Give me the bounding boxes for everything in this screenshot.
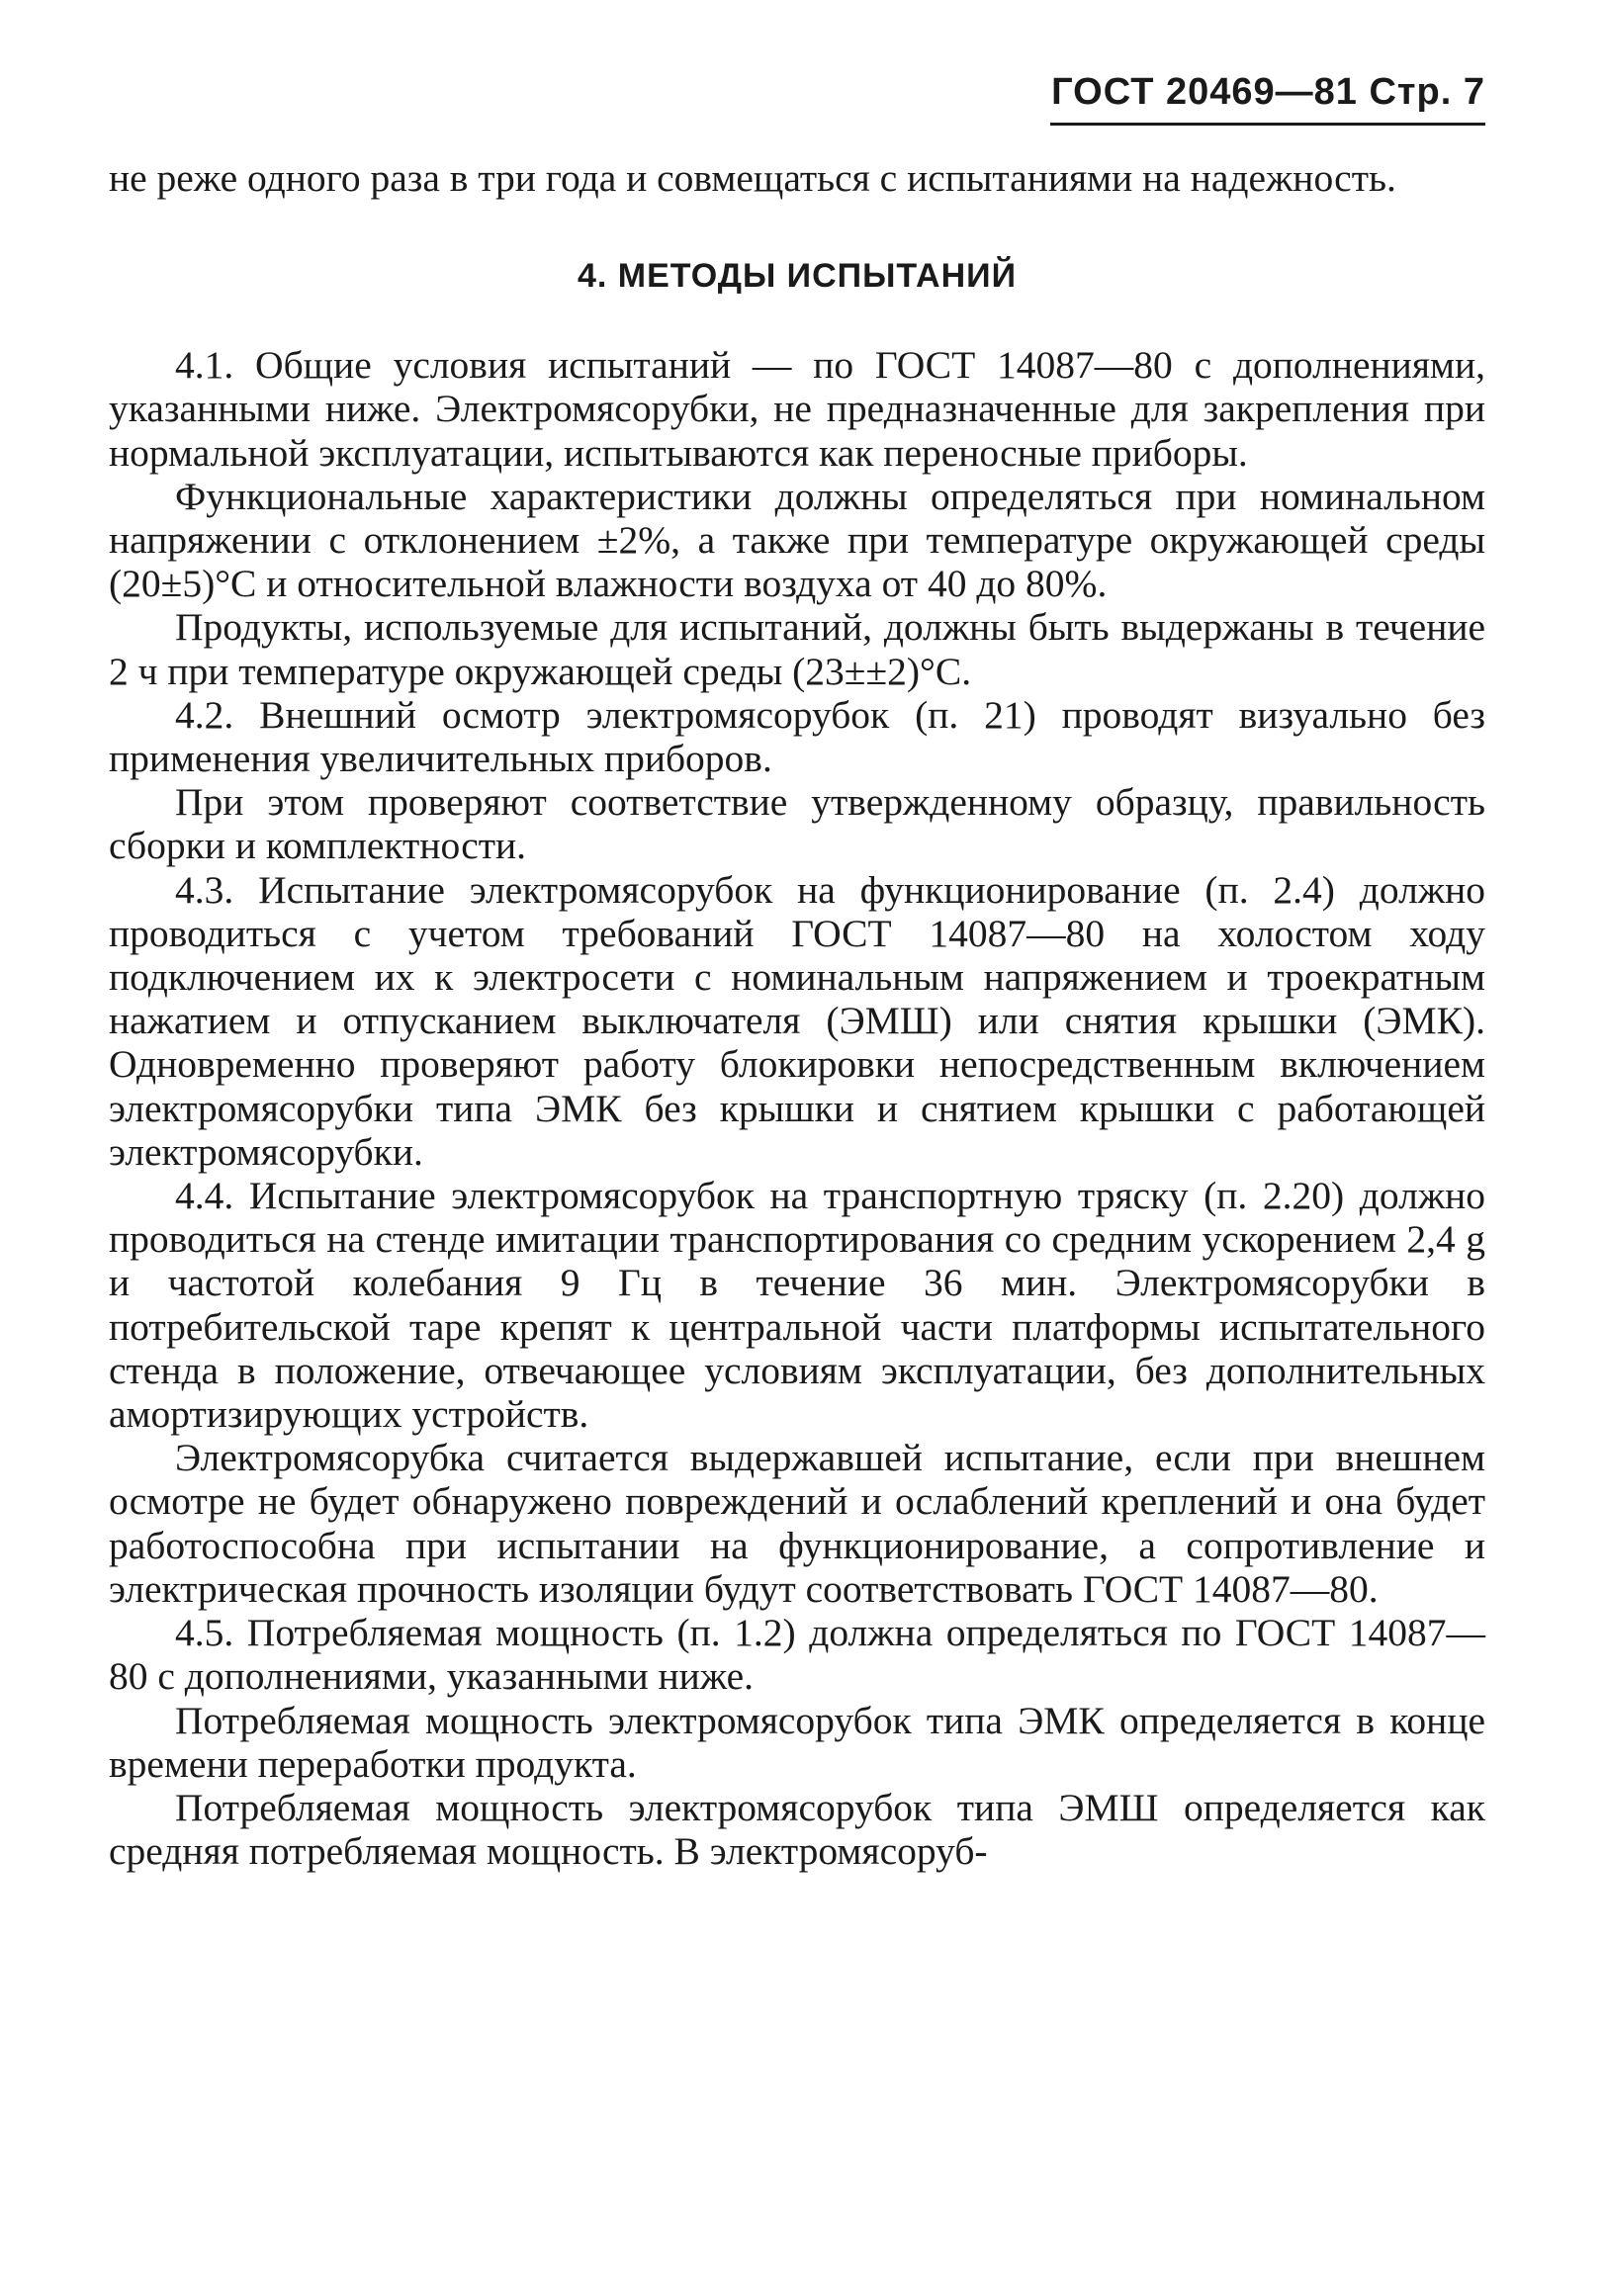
paragraph-inspection-check: При этом проверяют соответствие утвержденному образцу, правильность сборки и комплектности.: [109, 780, 1485, 868]
document-body: [109, 156, 1485, 1873]
paragraph-4-4: 4.4. Испытание электромясорубок на транспортную тряску (п. 2.20) должно проводиться на стенде имитации транспортирования со средним ускорением 2,4 g и частотой колебания 9 Гц в течение 36 мин. Электромясорубки в потребительской таре крепят к центральной части платформы испытательного стенда в положение, отвечающее условиям эксплуатации, без дополнительных амортизирующих устройств.: [109, 1174, 1485, 1437]
paragraph-4-3: 4.3. Испытание электромясорубок на функционирование (п. 2.4) должно проводиться с учетом требований ГОСТ 14087—80 на холостом ходу подключением их к электросети с номинальным напряжением и троекратным нажатием и отпусканием выключателя (ЭМШ) или снятия крышки (ЭМК). Одновременно проверяют работу блокировки непосредственным включением электромясорубки типа ЭМК без крышки и снятием крышки с работающей электромясорубки.: [109, 867, 1485, 1174]
document-page: [109, 0, 1485, 2296]
paragraph-functional-characteristics: Функциональные характеристики должны определяться при номинальном напряжении с отклонением ±2%, а также при температуре окружающей среды (20±5)°С и относительной влажности воздуха от 40 до 80%.: [109, 474, 1485, 606]
paragraph-4-1: 4.1. Общие условия испытаний — по ГОСТ 14087—80 с дополнениями, указанными ниже. Электромясорубки, не предназначенные для закрепления при нормальной эксплуатации, испытываются как переносные приборы.: [109, 343, 1485, 475]
paragraph-shake-test-result: Электромясорубка считается выдержавшей испытание, если при внешнем осмотре не будет обнаружено повреждений и ослаблений креплений и она будет работоспособна при испытании на функционирование, а сопротивление и электрическая прочность изоляции будут соответствовать ГОСТ 14087—80.: [109, 1436, 1485, 1611]
intro-paragraph: не реже одного раза в три года и совмещаться с испытаниями на надежность.: [109, 156, 1396, 200]
section-title: 4. МЕТОДЫ ИСПЫТАНИЙ: [578, 257, 1017, 296]
running-header: ГОСТ 20469—81 Стр. 7: [1051, 71, 1485, 113]
header-rule: [1050, 123, 1485, 126]
paragraph-4-5: 4.5. Потребляемая мощность (п. 1.2) должна определяться по ГОСТ 14087—80 с дополнениями, указанными ниже.: [109, 1611, 1485, 1699]
paragraph-4-2: 4.2. Внешний осмотр электромясорубок (п. 21) проводят визуально без применения увеличительных приборов.: [109, 692, 1485, 781]
paragraph-emsh-power: Потребляемая мощность электромясорубок типа ЭМШ определяется как средняя потребляемая мощность. В электромясоруб-: [109, 1785, 1485, 1874]
paragraph-emk-power: Потребляемая мощность электромясорубок типа ЭМК определяется в конце времени переработки продукта.: [109, 1698, 1485, 1786]
paragraph-test-products: Продукты, используемые для испытаний, должны быть выдержаны в течение 2 ч при температуре окружающей среды (23±±2)°С.: [109, 605, 1485, 693]
